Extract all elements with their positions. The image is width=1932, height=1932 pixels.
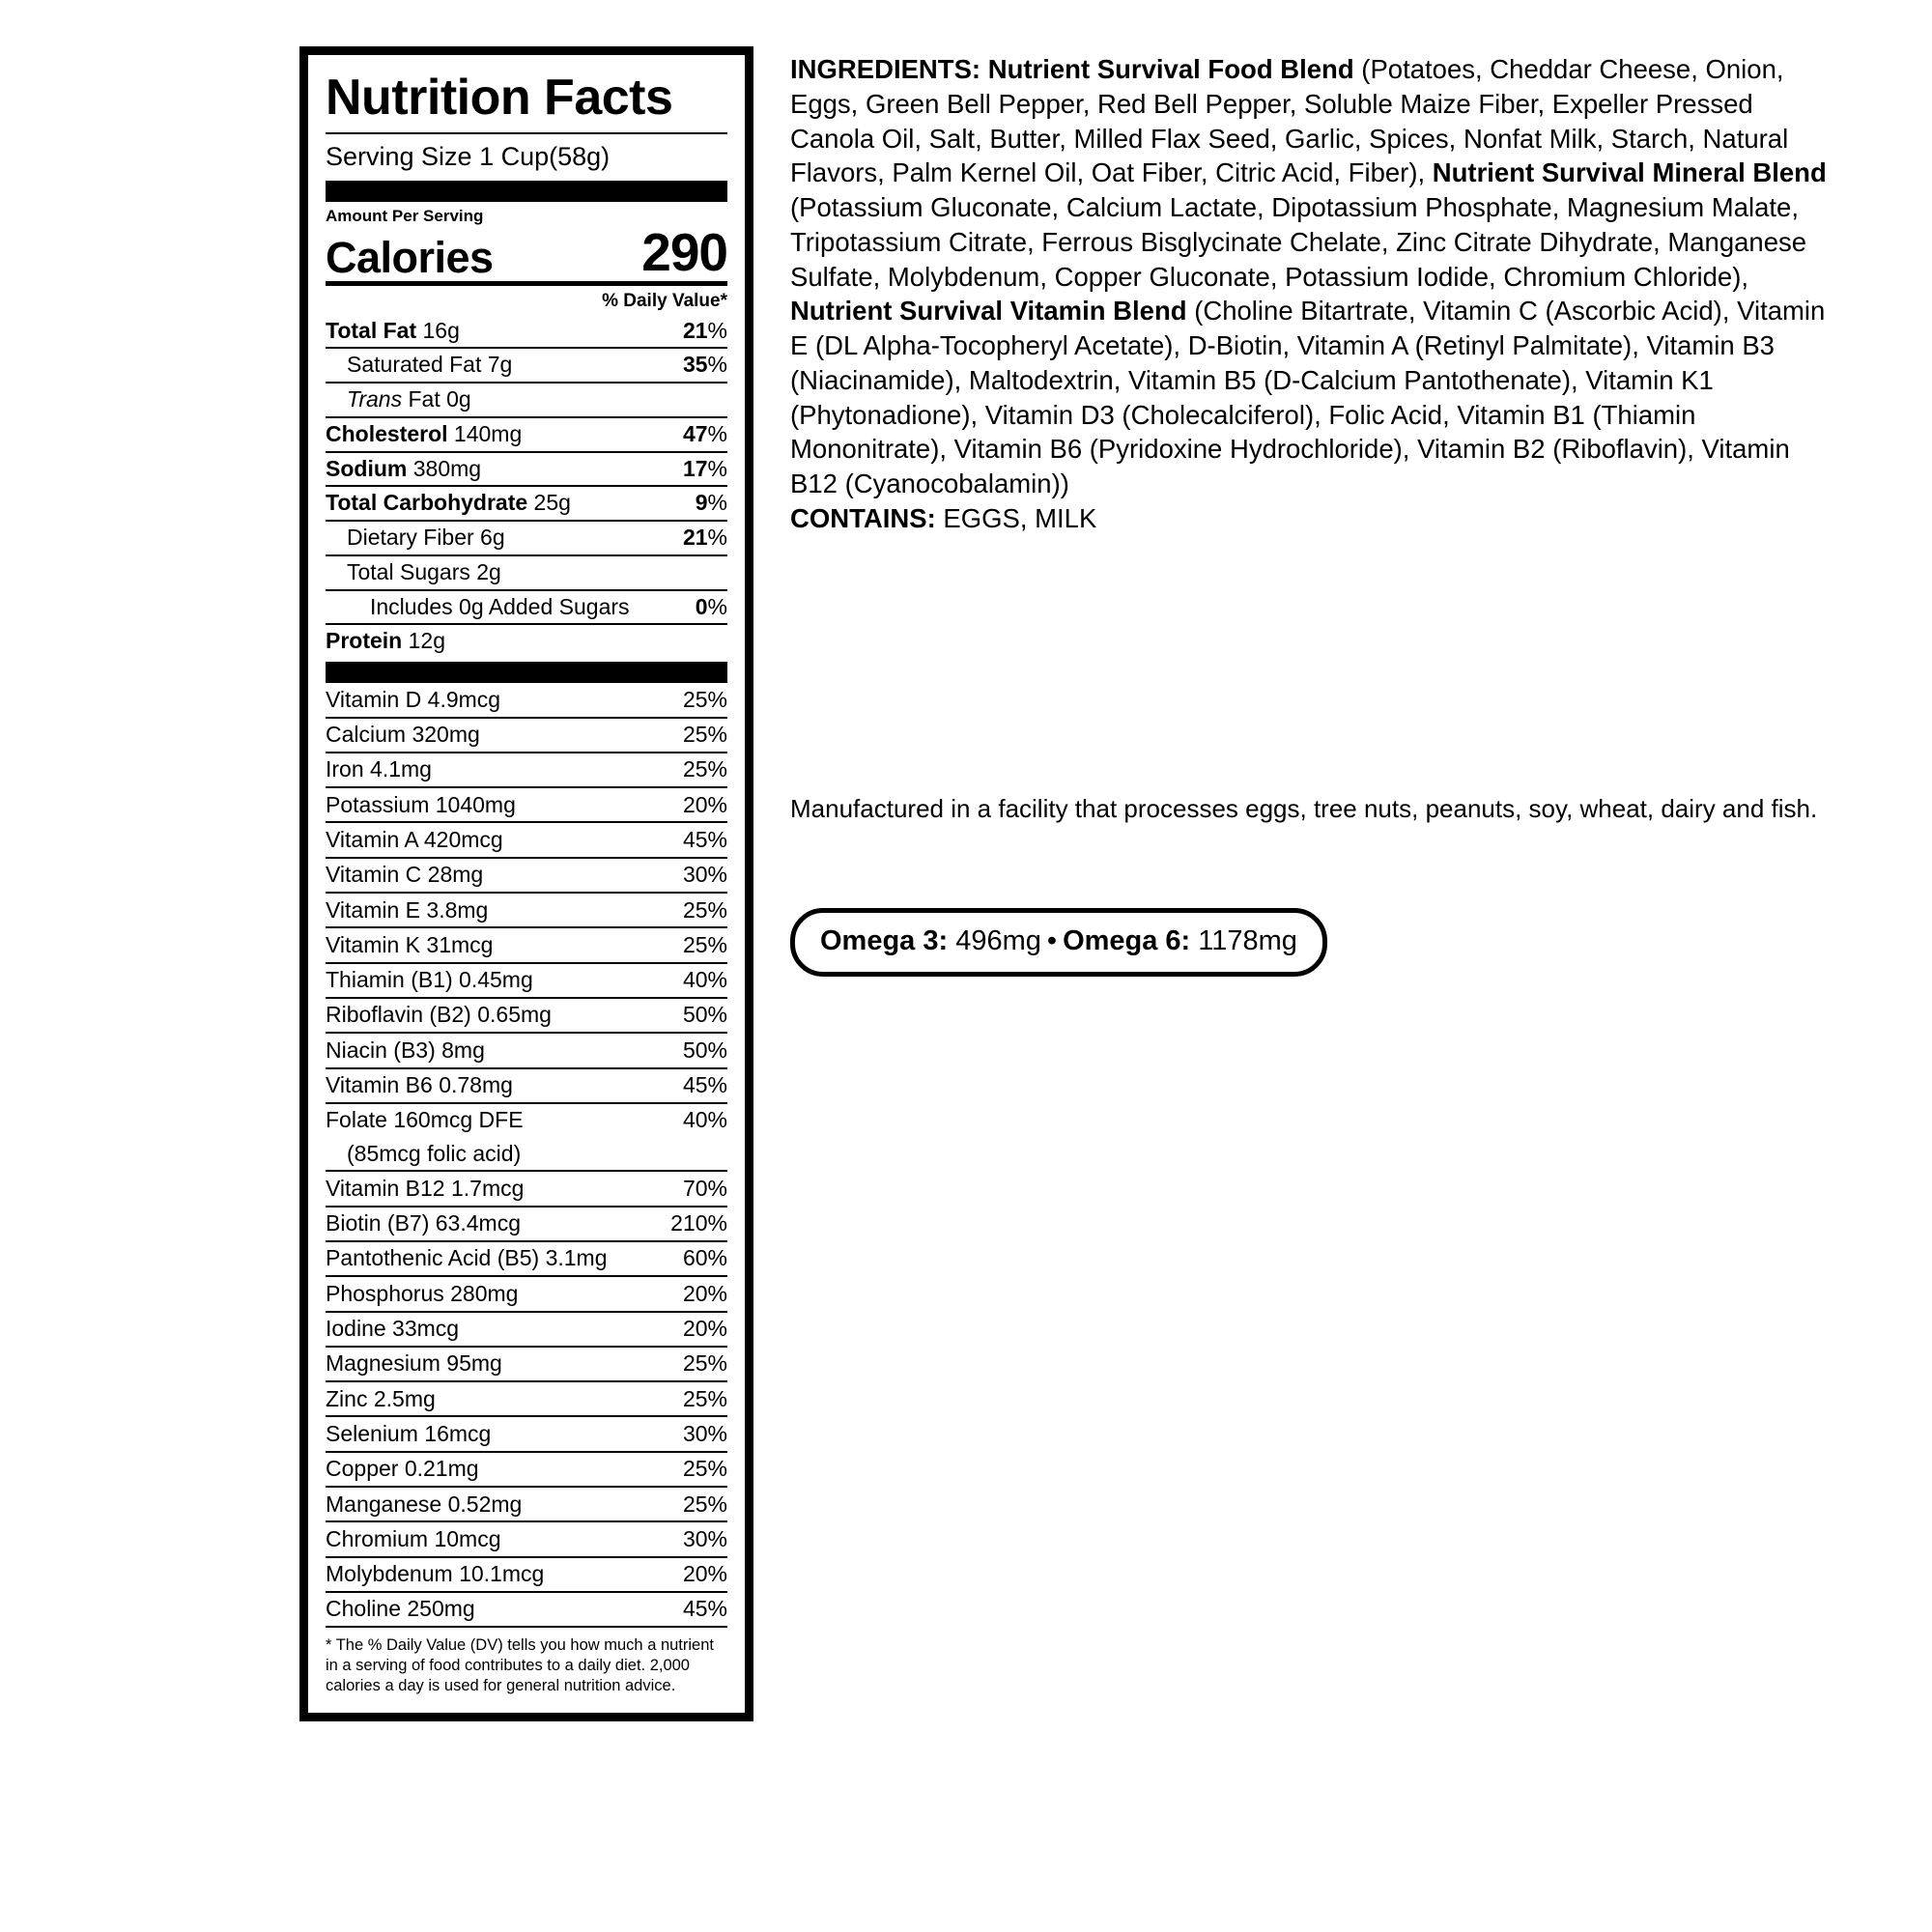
table-row — [326, 718, 727, 753]
table-row — [326, 683, 727, 717]
nutrient-percent: 30% — [644, 1416, 727, 1451]
nutrient-name: Cholesterol 140mg — [326, 417, 652, 452]
nutrient-percent: 9% — [652, 486, 727, 521]
nutrient-name: Folate 160mcg DFE — [326, 1107, 524, 1133]
table-row — [326, 1207, 727, 1241]
serving-size: Serving Size 1 Cup(58g) — [326, 142, 611, 171]
divider-thick-2 — [326, 662, 727, 683]
nutrient-percent: 25% — [644, 893, 727, 927]
nutrient-name: Biotin (B7) 63.4mcg — [326, 1207, 644, 1241]
divider-thick-1 — [326, 181, 727, 202]
food-blend-name: Nutrient Survival Food Blend — [987, 54, 1354, 84]
nutrient-percent: 35% — [652, 348, 727, 383]
nutrient-percent: 25% — [644, 1452, 727, 1487]
nutrient-percent: 20% — [644, 1276, 727, 1311]
nutrient-percent: 30% — [644, 858, 727, 893]
table-row — [326, 521, 727, 555]
table-row — [326, 1103, 727, 1137]
nutrient-name: Riboflavin (B2) 0.65mg — [326, 998, 644, 1033]
nutrient-name: Total Fat 16g — [326, 315, 652, 349]
daily-value-footnote: * The % Daily Value (DV) tells you how much a nutrient in a serving of food contributes to a daily diet. 2,000 calories a day is used for general nutrition advice. — [326, 1636, 714, 1695]
nutrient-percent: 40% — [682, 1107, 727, 1133]
table-row — [326, 590, 727, 625]
contains-label: CONTAINS: — [790, 502, 936, 533]
nutrition-facts-title: Nutrition Facts — [326, 70, 673, 126]
nutrient-percent: 20% — [644, 1312, 727, 1347]
calories-row — [326, 221, 727, 282]
nutrient-name: Protein 12g — [326, 628, 445, 654]
nutrient-percent: 25% — [644, 1347, 727, 1381]
nutrient-percent: 20% — [644, 787, 727, 822]
nutrient-name: Thiamin (B1) 0.45mg — [326, 963, 644, 998]
vitamin-blend-name: Nutrient Survival Vitamin Blend — [790, 296, 1187, 327]
nutrient-name: Copper 0.21mg — [326, 1452, 644, 1487]
nutrient-name: Vitamin A 420mcg — [326, 822, 644, 857]
nutrient-percent: 210% — [644, 1207, 727, 1241]
nutrient-name: Potassium 1040mg — [326, 787, 644, 822]
table-row — [326, 452, 727, 487]
table-row — [326, 787, 727, 822]
nutrient-percent: 25% — [644, 1381, 727, 1416]
table-row — [326, 383, 727, 417]
table-row — [326, 1171, 727, 1206]
table-row — [326, 1592, 727, 1627]
table-row — [326, 893, 727, 927]
nutrient-name: Niacin (B3) 8mg — [326, 1033, 644, 1067]
nutrient-name: Pantothenic Acid (B5) 3.1mg — [326, 1241, 644, 1276]
table-row — [326, 315, 727, 349]
amount-per-serving-label: Amount Per Serving — [326, 207, 484, 226]
nutrient-name: Iodine 33mcg — [326, 1312, 644, 1347]
table-row — [326, 1276, 727, 1311]
nutrient-name: Zinc 2.5mg — [326, 1381, 644, 1416]
nutrient-name: Saturated Fat 7g — [326, 348, 652, 383]
nutrient-name: Selenium 16mcg — [326, 1416, 644, 1451]
micronutrient-table — [326, 683, 727, 1628]
table-row — [326, 1137, 727, 1171]
nutrient-percent: 30% — [644, 1521, 727, 1556]
table-row — [326, 417, 727, 452]
nutrient-name: Total Carbohydrate 25g — [326, 486, 652, 521]
nutrient-name: Chromium 10mcg — [326, 1521, 644, 1556]
table-row — [326, 1521, 727, 1556]
nutrient-percent: 25% — [644, 753, 727, 787]
nutrient-percent: 25% — [644, 1487, 727, 1521]
table-row — [326, 1068, 727, 1103]
macronutrient-table — [326, 315, 727, 659]
nutrient-percent: 17% — [652, 452, 727, 487]
vitamin-blend-body: (Choline Bitartrate, Vitamin C (Ascorbic Acid), Vitamin E (DL Alpha-Tocopheryl Acetate), D-Biotin, Vitamin A (Retinyl Palmitate), Vitamin B3 (Niacinamide), Maltodextrin, Vitamin B5 (D-Calcium Pantothenate), Vitamin K1 (Phytonadione), Vitamin D3 (Cholecalciferol), Folic Acid, Vitamin B1 (Thiamin Mononitrate), Vitamin B6 (Pyridoxine Hydrochloride), Vitamin B2 (Riboflavin), Vitamin B12 (Cyanocobalamin)) — [790, 296, 1826, 498]
nutrient-name: Vitamin B12 1.7mcg — [326, 1171, 644, 1206]
table-row — [326, 998, 727, 1033]
table-row — [326, 822, 727, 857]
nutrition-facts-panel — [299, 46, 753, 1721]
omega-separator: • — [1046, 925, 1058, 956]
nutrient-name: Vitamin E 3.8mg — [326, 893, 644, 927]
nutrient-name: Calcium 320mg — [326, 718, 644, 753]
nutrient-name: (85mcg folic acid) — [326, 1137, 644, 1171]
nutrient-percent: 47% — [652, 417, 727, 452]
table-row — [326, 1241, 727, 1276]
table-row — [326, 927, 727, 962]
table-row — [326, 1347, 727, 1381]
omega6-label: Omega 6: — [1063, 925, 1191, 956]
table-row — [326, 1452, 727, 1487]
nutrient-percent: 0% — [652, 590, 727, 625]
nutrient-percent: 50% — [644, 1033, 727, 1067]
table-row — [326, 753, 727, 787]
nutrient-name: Vitamin B6 0.78mg — [326, 1068, 644, 1103]
table-row — [326, 1557, 727, 1592]
nutrient-percent: 50% — [644, 998, 727, 1033]
calories-value: 290 — [641, 221, 727, 282]
contains-body: EGGS, MILK — [935, 502, 1097, 533]
table-row — [326, 624, 727, 658]
table-row — [326, 1381, 727, 1416]
nutrient-name: Dietary Fiber 6g — [326, 521, 652, 555]
table-row — [326, 858, 727, 893]
nutrient-name: Trans Fat 0g — [326, 383, 652, 417]
nutrient-percent: 45% — [644, 1068, 727, 1103]
nutrient-name: Vitamin K 31mcg — [326, 927, 644, 962]
nutrient-percent: 21% — [652, 315, 727, 349]
nutrient-name: Vitamin D 4.9mcg — [326, 683, 644, 717]
table-row — [326, 963, 727, 998]
nutrient-name: Iron 4.1mg — [326, 753, 644, 787]
ingredients-heading: INGREDIENTS: — [790, 54, 981, 84]
nutrient-percent — [652, 624, 727, 658]
nutrient-percent: 60% — [644, 1241, 727, 1276]
nutrient-name: Choline 250mg — [326, 1592, 644, 1627]
table-row — [326, 348, 727, 383]
nutrient-percent: 21% — [652, 521, 727, 555]
nutrient-percent: 25% — [644, 683, 727, 717]
mineral-blend-name: Nutrient Survival Mineral Blend — [1432, 157, 1827, 188]
nutrient-percent: 40% — [644, 963, 727, 998]
table-row — [326, 555, 727, 590]
table-row — [326, 1487, 727, 1521]
nutrient-percent: 45% — [644, 822, 727, 857]
nutrient-percent — [652, 383, 727, 417]
table-row — [326, 1033, 727, 1067]
table-row — [326, 1312, 727, 1347]
manufacturing-allergen-note: Manufactured in a facility that processes eggs, tree nuts, peanuts, soy, wheat, dairy and fish. — [790, 794, 1818, 823]
nutrient-name: Molybdenum 10.1mcg — [326, 1557, 644, 1592]
nutrient-name: Total Sugars 2g — [326, 555, 652, 590]
nutrient-percent: 25% — [644, 927, 727, 962]
ingredients-block — [790, 52, 1843, 536]
omega-callout-box — [790, 908, 1327, 977]
nutrient-name: Sodium 380mg — [326, 452, 652, 487]
omega3-label: Omega 3: — [820, 925, 949, 956]
nutrient-percent: 25% — [644, 718, 727, 753]
omega6-value: 1178mg — [1190, 925, 1297, 956]
calories-label: Calories — [326, 232, 494, 282]
table-row — [326, 486, 727, 521]
nutrient-percent: 45% — [644, 1592, 727, 1627]
nutrient-name: Includes 0g Added Sugars — [326, 590, 652, 625]
nutrient-name: Magnesium 95mg — [326, 1347, 644, 1381]
nutrient-name: Manganese 0.52mg — [326, 1487, 644, 1521]
nutrient-name: Vitamin C 28mg — [326, 858, 644, 893]
mineral-blend-body: (Potassium Gluconate, Calcium Lactate, Dipotassium Phosphate, Magnesium Malate, Tripotassium Citrate, Ferrous Bisglycinate Chelate, Zinc Citrate Dihydrate, Manganese Sulfate, Molybdenum, Copper Gluconate, Potassium Iodide, Chromium Chloride), — [790, 192, 1807, 292]
nutrient-percent — [644, 1137, 727, 1171]
nutrient-name: Phosphorus 280mg — [326, 1276, 644, 1311]
nutrient-percent — [652, 555, 727, 590]
food-blend-body: (Potatoes, Cheddar Cheese, Onion, Eggs, Green Bell Pepper, Red Bell Pepper, Soluble Maize Fiber, Expeller Pressed Canola Oil, Salt, Butter, Milled Flax Seed, Garlic, Spices, Nonfat Milk, Starch, Natural Flavors, Palm Kernel Oil, Oat Fiber, Citric Acid, Fiber), — [790, 54, 1789, 188]
omega3-value: 496mg — [948, 925, 1041, 956]
table-row — [326, 1416, 727, 1451]
daily-value-header: % Daily Value* — [602, 290, 727, 311]
nutrient-percent: 70% — [644, 1171, 727, 1206]
nutrient-percent: 20% — [644, 1557, 727, 1592]
